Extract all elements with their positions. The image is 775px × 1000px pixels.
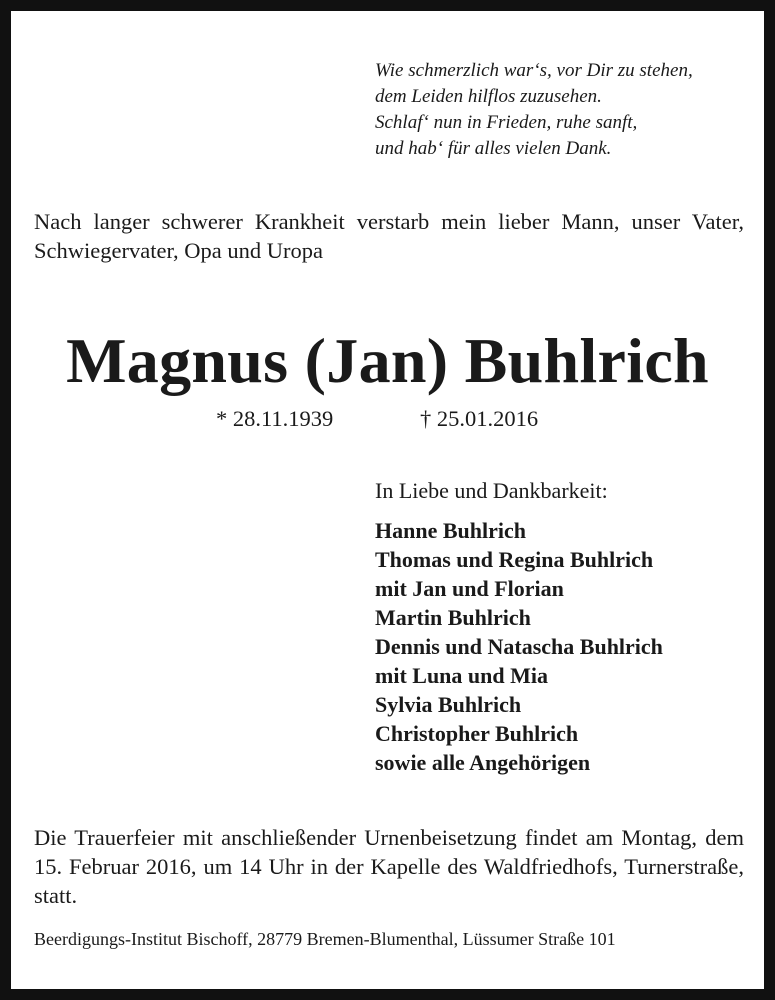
mourner-line: Sylvia Buhlrich: [375, 692, 522, 717]
poem-line: Schlaf‘ nun in Frieden, ruhe sanft,: [375, 112, 638, 133]
undertaker-info: Beerdigungs-Institut Bischoff, 28779 Bremen-Blumenthal, Lüssumer Straße 101: [34, 929, 616, 949]
mourner-line: Christopher Buhlrich: [375, 721, 579, 746]
death-date: † 25.01.2016: [420, 406, 539, 431]
deceased-name: Magnus (Jan) Buhlrich: [66, 325, 709, 396]
poem-line: und hab‘ für alles vielen Dank.: [375, 138, 612, 159]
memorial-poem: [375, 58, 693, 162]
intro-text: Nach langer schwerer Krankheit verstarb mein lieber Mann, unser Vater, Schwiegervater, Opa und Uropa: [34, 209, 744, 263]
mourner-line: Hanne Buhlrich: [375, 518, 526, 543]
funeral-service-text: Die Trauerfeier mit anschließender Urnenbeisetzung findet am Montag, dem 15. Februar 2016, um 14 Uhr in der Kapelle des Waldfriedhofs, Turnerstraße, statt.: [34, 825, 744, 908]
mourner-line: Martin Buhlrich: [375, 605, 531, 630]
thanks-heading: In Liebe und Dankbarkeit:: [375, 478, 608, 503]
mourner-line: mit Jan und Florian: [375, 576, 564, 601]
mourner-line: sowie alle Angehörigen: [375, 750, 591, 775]
poem-line: dem Leiden hilflos zuzusehen.: [375, 86, 602, 107]
birth-date: * 28.11.1939: [216, 406, 334, 431]
mourner-line: mit Luna und Mia: [375, 663, 548, 688]
poem-line: Wie schmerzlich war‘s, vor Dir zu stehen,: [375, 60, 693, 81]
mourner-line: Dennis und Natascha Buhlrich: [375, 634, 663, 659]
mourner-line: Thomas und Regina Buhlrich: [375, 547, 654, 572]
mourners-list: [375, 516, 663, 777]
